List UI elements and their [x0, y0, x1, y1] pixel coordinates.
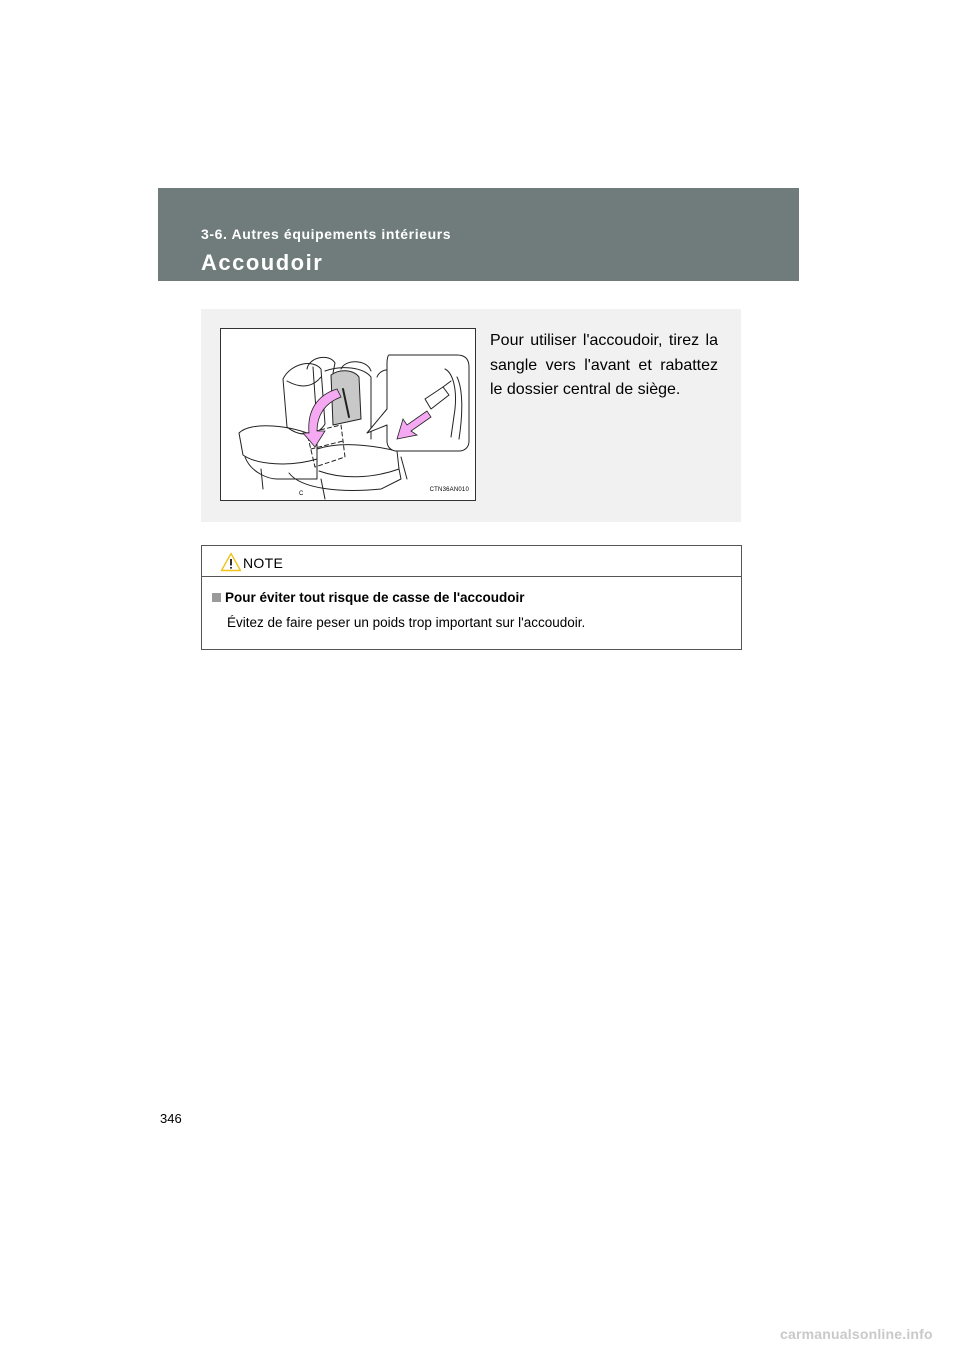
armrest-instruction: Pour utiliser l'accoudoir, tirez la sangle vers l'avant et rabattez le dossier central de siège.: [490, 332, 718, 398]
note-heading-text: Pour éviter tout risque de casse de l'accoudoir: [225, 590, 525, 605]
section-label: 3-6. Autres équipements intérieurs: [201, 226, 452, 242]
note-heading: [212, 590, 525, 605]
armrest-info-box: [201, 309, 741, 522]
note-header: [202, 546, 741, 577]
note-label: NOTE: [243, 555, 284, 571]
section-header-band: [158, 188, 799, 281]
page-number: 346: [160, 1111, 182, 1126]
watermark: carmanualsonline.info: [780, 1326, 933, 1342]
page-title: Accoudoir: [201, 250, 324, 275]
rear-seat-armrest-drawing: [221, 329, 477, 502]
warning-triangle-icon: [220, 552, 242, 572]
note-box: [201, 545, 742, 650]
square-bullet-icon: [212, 593, 221, 602]
note-body: Évitez de faire peser un poids trop important sur l'accoudoir.: [227, 615, 586, 630]
armrest-illustration: [220, 328, 476, 501]
figure-code: CTN36AN010: [429, 487, 469, 493]
svg-text:C: C: [299, 491, 304, 497]
